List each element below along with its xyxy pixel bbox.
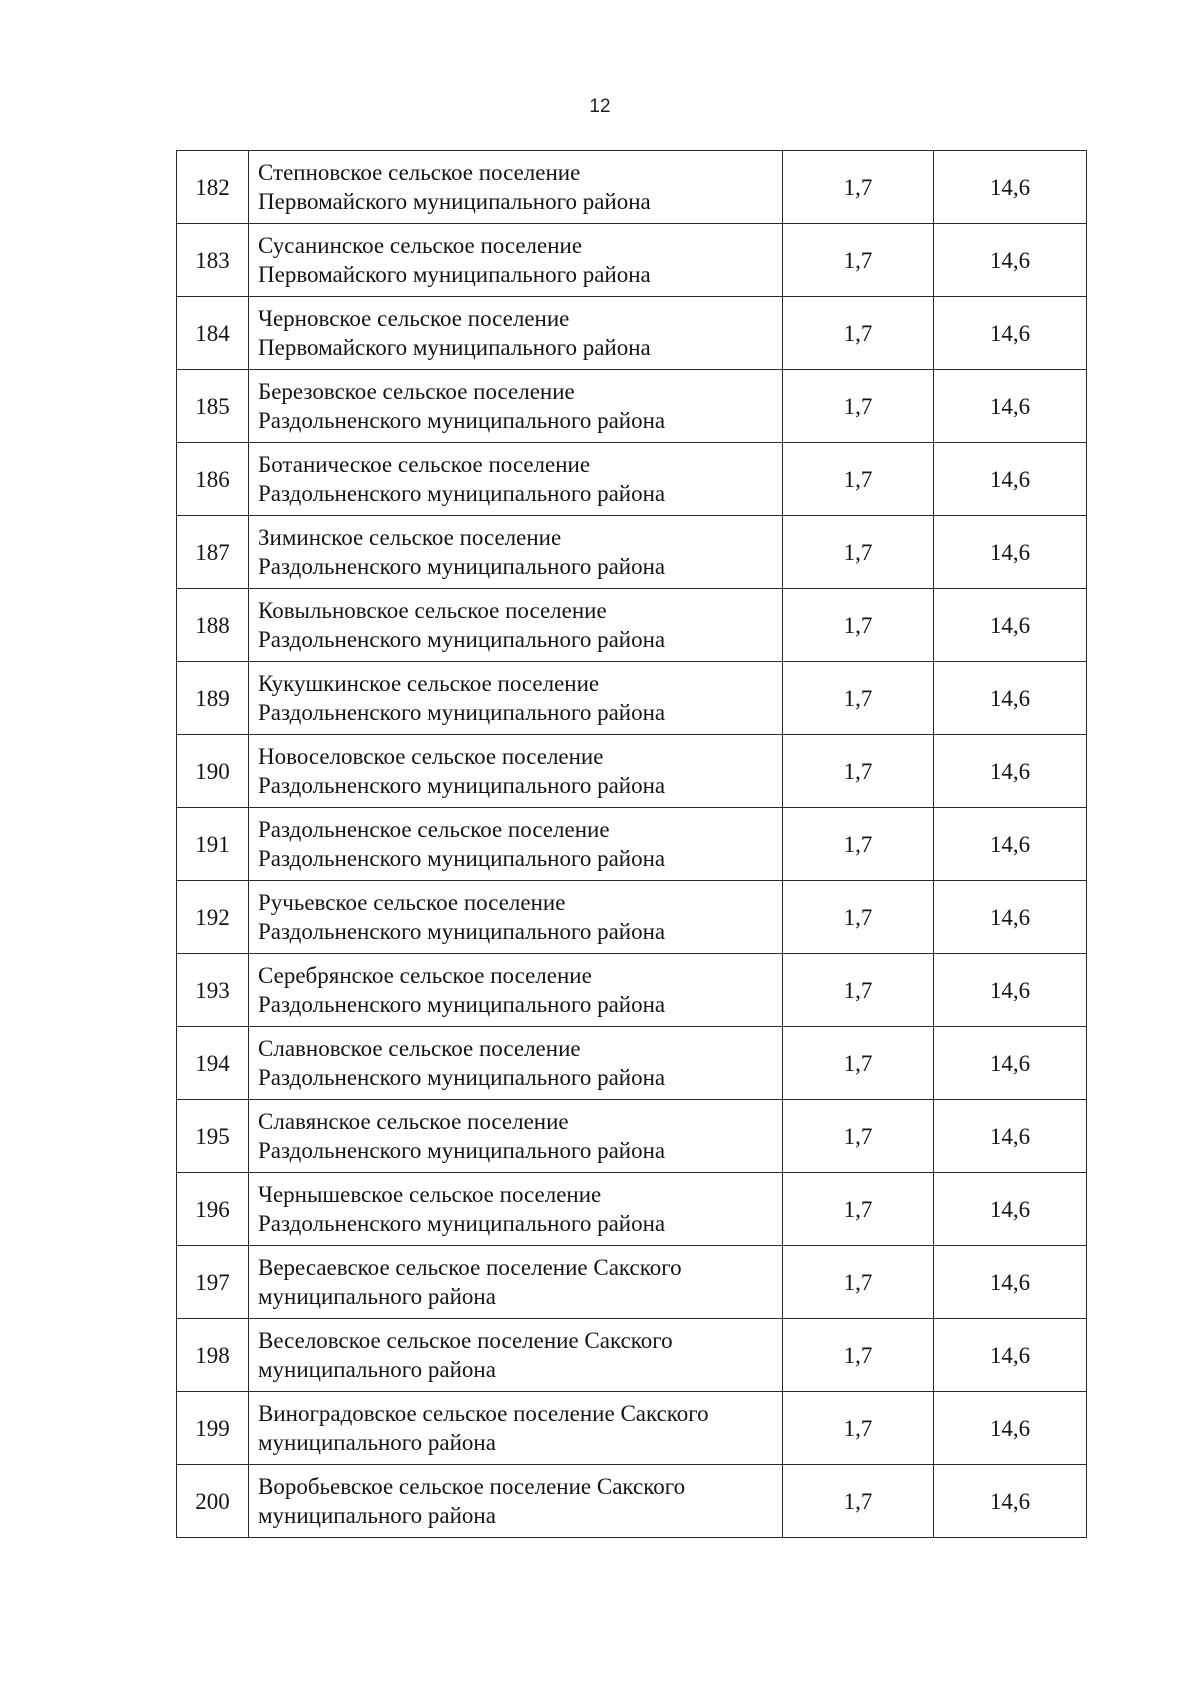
settlement-name-line-2: муниципального района xyxy=(258,1430,496,1455)
row-number: 183 xyxy=(177,224,249,297)
settlement-name-line-2: Раздольненского муниципального района xyxy=(258,1138,666,1163)
settlement-name-cell xyxy=(249,1027,783,1100)
settlement-name-cell xyxy=(249,589,783,662)
settlement-name-line-1: Вересаевское сельское поселение Сакского xyxy=(258,1255,682,1280)
settlement-name-cell xyxy=(249,1173,783,1246)
row-number: 184 xyxy=(177,297,249,370)
value-b-cell: 14,6 xyxy=(934,589,1087,662)
value-a-cell: 1,7 xyxy=(783,1246,934,1319)
table-row xyxy=(177,954,1087,1027)
row-number: 191 xyxy=(177,808,249,881)
value-b-cell: 14,6 xyxy=(934,1465,1087,1538)
row-number: 200 xyxy=(177,1465,249,1538)
table-row xyxy=(177,1027,1087,1100)
row-number: 193 xyxy=(177,954,249,1027)
table-row xyxy=(177,735,1087,808)
settlement-name-line-1: Зиминское сельское поселение xyxy=(258,525,562,550)
settlement-name-line-1: Березовское сельское поселение xyxy=(258,379,575,404)
settlement-name-cell xyxy=(249,297,783,370)
settlement-name-line-2: Раздольненского муниципального района xyxy=(258,992,666,1017)
settlement-name-cell xyxy=(249,1246,783,1319)
settlement-name-line-1: Серебрянское сельское поселение xyxy=(258,963,592,988)
value-a-cell: 1,7 xyxy=(783,589,934,662)
row-number: 194 xyxy=(177,1027,249,1100)
row-number: 190 xyxy=(177,735,249,808)
row-number: 192 xyxy=(177,881,249,954)
settlement-name-cell xyxy=(249,1392,783,1465)
table-row xyxy=(177,297,1087,370)
table-row xyxy=(177,662,1087,735)
row-number: 199 xyxy=(177,1392,249,1465)
settlement-name-line-1: Ручьевское сельское поселение xyxy=(258,890,566,915)
table-row xyxy=(177,1319,1087,1392)
row-number: 189 xyxy=(177,662,249,735)
table-row xyxy=(177,589,1087,662)
value-b-cell: 14,6 xyxy=(934,1392,1087,1465)
settlement-name-line-1: Чернышевское сельское поселение xyxy=(258,1182,602,1207)
table-row xyxy=(177,443,1087,516)
value-a-cell: 1,7 xyxy=(783,1173,934,1246)
value-a-cell: 1,7 xyxy=(783,954,934,1027)
value-a-cell: 1,7 xyxy=(783,1392,934,1465)
value-a-cell: 1,7 xyxy=(783,881,934,954)
table-row xyxy=(177,516,1087,589)
value-a-cell: 1,7 xyxy=(783,808,934,881)
row-number: 198 xyxy=(177,1319,249,1392)
settlement-name-line-2: Раздольненского муниципального района xyxy=(258,627,666,652)
settlement-name-cell xyxy=(249,370,783,443)
value-a-cell: 1,7 xyxy=(783,516,934,589)
table-row xyxy=(177,224,1087,297)
table-row xyxy=(177,1246,1087,1319)
settlement-name-line-1: Сусанинское сельское поселение xyxy=(258,233,583,258)
table-row xyxy=(177,1173,1087,1246)
value-a-cell: 1,7 xyxy=(783,1100,934,1173)
settlement-name-line-2: муниципального района xyxy=(258,1284,496,1309)
value-b-cell: 14,6 xyxy=(934,1246,1087,1319)
settlement-name-line-2: Раздольненского муниципального района xyxy=(258,846,666,871)
value-b-cell: 14,6 xyxy=(934,735,1087,808)
row-number: 195 xyxy=(177,1100,249,1173)
value-b-cell: 14,6 xyxy=(934,954,1087,1027)
value-a-cell: 1,7 xyxy=(783,370,934,443)
settlement-name-line-2: муниципального района xyxy=(258,1503,496,1528)
value-b-cell: 14,6 xyxy=(934,151,1087,224)
value-b-cell: 14,6 xyxy=(934,516,1087,589)
value-a-cell: 1,7 xyxy=(783,224,934,297)
settlement-name-line-2: Раздольненского муниципального района xyxy=(258,1211,666,1236)
settlement-name-line-2: Раздольненского муниципального района xyxy=(258,554,666,579)
table-row xyxy=(177,370,1087,443)
value-b-cell: 14,6 xyxy=(934,662,1087,735)
settlement-name-line-1: Славновское сельское поселение xyxy=(258,1036,581,1061)
settlement-name-line-2: Первомайского муниципального района xyxy=(258,189,651,214)
settlement-name-line-1: Новоселовское сельское поселение xyxy=(258,744,604,769)
settlement-name-line-2: Первомайского муниципального района xyxy=(258,262,651,287)
table-row xyxy=(177,151,1087,224)
settlement-name-line-2: Раздольненского муниципального района xyxy=(258,408,666,433)
settlement-name-cell xyxy=(249,443,783,516)
value-b-cell: 14,6 xyxy=(934,1319,1087,1392)
row-number: 185 xyxy=(177,370,249,443)
value-b-cell: 14,6 xyxy=(934,1173,1087,1246)
value-b-cell: 14,6 xyxy=(934,1027,1087,1100)
settlement-name-cell xyxy=(249,1319,783,1392)
value-a-cell: 1,7 xyxy=(783,735,934,808)
row-number: 196 xyxy=(177,1173,249,1246)
settlement-name-line-2: Раздольненского муниципального района xyxy=(258,700,666,725)
page-number: 12 xyxy=(589,96,611,117)
value-b-cell: 14,6 xyxy=(934,370,1087,443)
settlement-name-line-1: Раздольненское сельское поселение xyxy=(258,817,610,842)
value-a-cell: 1,7 xyxy=(783,662,934,735)
settlement-name-line-1: Ботаническое сельское поселение xyxy=(258,452,591,477)
settlement-name-line-2: Раздольненского муниципального района xyxy=(258,919,666,944)
table-row xyxy=(177,1465,1087,1538)
table-row xyxy=(177,808,1087,881)
table-body xyxy=(177,151,1087,1538)
settlement-name-line-1: Степновское сельское поселение xyxy=(258,160,581,185)
settlements-table xyxy=(176,150,1087,1538)
settlement-name-line-1: Воробьевское сельское поселение Сакского xyxy=(258,1474,686,1499)
value-a-cell: 1,7 xyxy=(783,151,934,224)
settlement-name-line-2: Раздольненского муниципального района xyxy=(258,481,666,506)
settlement-name-cell xyxy=(249,735,783,808)
settlement-name-line-1: Славянское сельское поселение xyxy=(258,1109,569,1134)
settlement-name-line-1: Виноградовское сельское поселение Сакского xyxy=(258,1401,709,1426)
settlement-name-cell xyxy=(249,224,783,297)
value-a-cell: 1,7 xyxy=(783,443,934,516)
settlement-name-cell xyxy=(249,516,783,589)
value-b-cell: 14,6 xyxy=(934,443,1087,516)
row-number: 197 xyxy=(177,1246,249,1319)
value-a-cell: 1,7 xyxy=(783,1465,934,1538)
settlement-name-line-1: Веселовское сельское поселение Сакского xyxy=(258,1328,673,1353)
settlement-name-cell xyxy=(249,881,783,954)
row-number: 187 xyxy=(177,516,249,589)
settlement-name-line-2: Раздольненского муниципального района xyxy=(258,773,666,798)
settlement-name-line-1: Черновское сельское поселение xyxy=(258,306,570,331)
settlement-name-line-1: Ковыльновское сельское поселение xyxy=(258,598,607,623)
value-b-cell: 14,6 xyxy=(934,1100,1087,1173)
value-b-cell: 14,6 xyxy=(934,224,1087,297)
settlement-name-line-2: муниципального района xyxy=(258,1357,496,1382)
value-a-cell: 1,7 xyxy=(783,1319,934,1392)
value-b-cell: 14,6 xyxy=(934,881,1087,954)
row-number: 182 xyxy=(177,151,249,224)
settlement-name-cell xyxy=(249,954,783,1027)
settlement-name-cell xyxy=(249,151,783,224)
row-number: 188 xyxy=(177,589,249,662)
settlement-name-cell xyxy=(249,1100,783,1173)
table-row xyxy=(177,881,1087,954)
value-a-cell: 1,7 xyxy=(783,297,934,370)
settlement-name-cell xyxy=(249,662,783,735)
settlement-name-cell xyxy=(249,808,783,881)
row-number: 186 xyxy=(177,443,249,516)
table-row xyxy=(177,1392,1087,1465)
settlement-name-line-1: Кукушкинское сельское поселение xyxy=(258,671,600,696)
value-b-cell: 14,6 xyxy=(934,297,1087,370)
value-a-cell: 1,7 xyxy=(783,1027,934,1100)
settlement-name-line-2: Раздольненского муниципального района xyxy=(258,1065,666,1090)
table-row xyxy=(177,1100,1087,1173)
settlement-name-cell xyxy=(249,1465,783,1538)
value-b-cell: 14,6 xyxy=(934,808,1087,881)
settlement-name-line-2: Первомайского муниципального района xyxy=(258,335,651,360)
